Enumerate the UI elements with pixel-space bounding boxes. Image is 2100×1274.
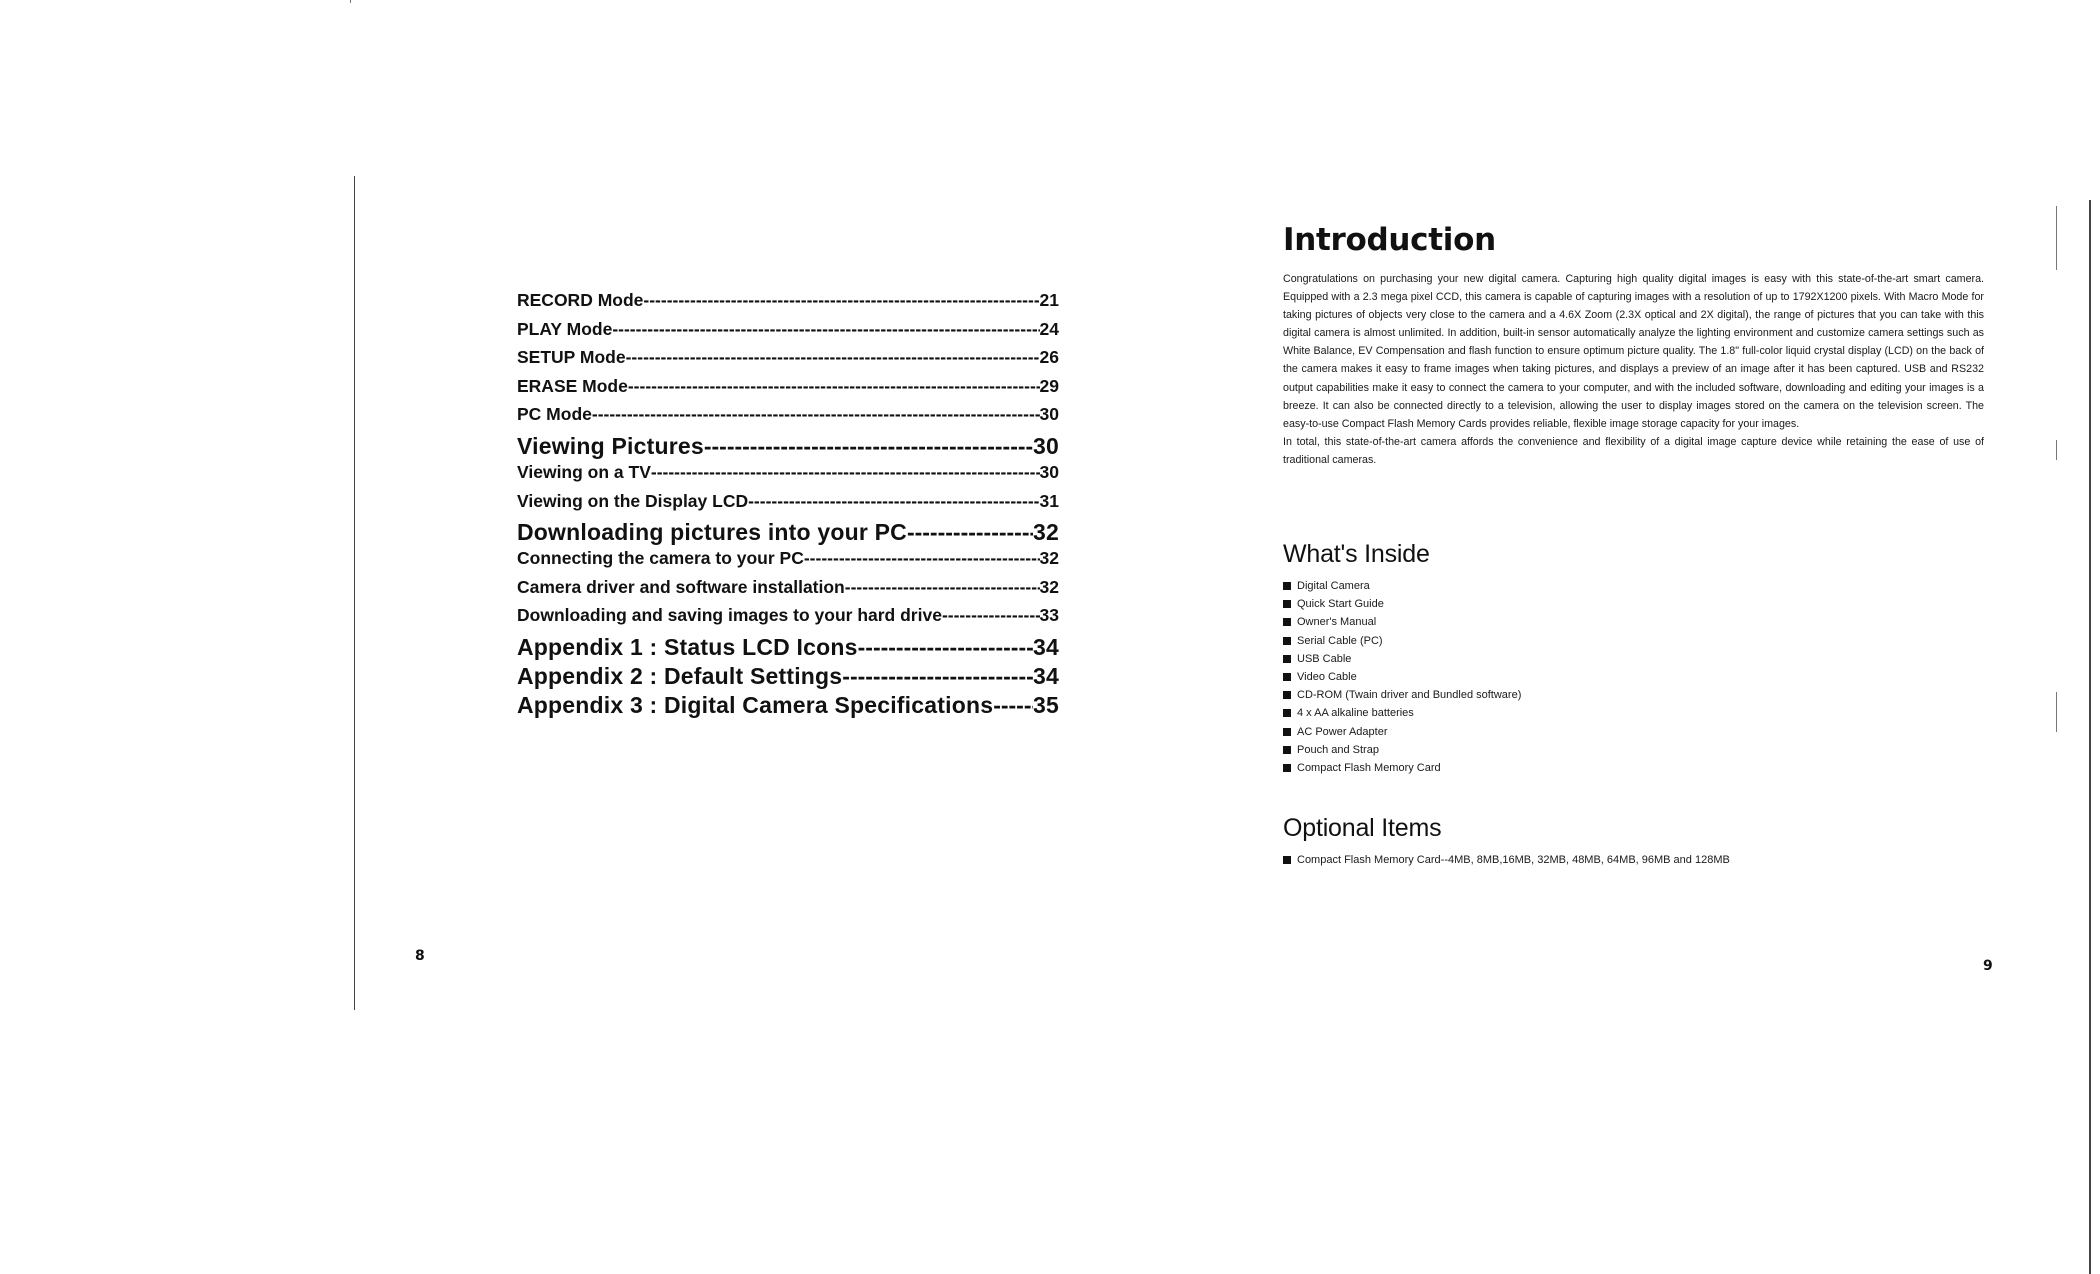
toc-entry-label: PLAY Mode bbox=[517, 318, 613, 339]
toc-entry-page: 32 bbox=[1039, 548, 1059, 569]
list-item: USB Cable bbox=[1283, 650, 1521, 668]
toc-entry bbox=[517, 347, 1059, 376]
toc-entry-page: 33 bbox=[1039, 605, 1059, 626]
left-margin-rule bbox=[354, 176, 355, 1010]
toc-entry bbox=[517, 692, 1059, 721]
toc-leader-dots bbox=[643, 290, 1039, 311]
toc-entry-page: 34 bbox=[1033, 633, 1059, 660]
list-item: Quick Start Guide bbox=[1283, 595, 1521, 613]
toc-leader-dots bbox=[748, 491, 1039, 512]
list-item: 4 x AA alkaline batteries bbox=[1283, 704, 1521, 722]
toc-leader-dots bbox=[628, 376, 1040, 397]
toc-leader-dots bbox=[651, 462, 1040, 483]
page-number-left: 8 bbox=[415, 948, 425, 964]
list-item: Compact Flash Memory Card bbox=[1283, 759, 1521, 777]
list-item: AC Power Adapter bbox=[1283, 723, 1521, 741]
whats-inside-list bbox=[1283, 577, 1521, 777]
toc-entry-label: Camera driver and software installation bbox=[517, 576, 845, 597]
toc-leader-dots bbox=[907, 519, 1033, 546]
toc-entry-label: Connecting the camera to your PC bbox=[517, 548, 804, 569]
toc-entry bbox=[517, 491, 1059, 520]
list-item: Digital Camera bbox=[1283, 577, 1521, 595]
toc-entry-label: ERASE Mode bbox=[517, 375, 628, 396]
toc-entry-page: 30 bbox=[1039, 461, 1059, 482]
toc-entry-label: Viewing on the Display LCD bbox=[517, 490, 749, 511]
introduction-heading: Introduction bbox=[1283, 222, 1496, 258]
toc-leader-dots bbox=[804, 548, 1040, 569]
toc-entry-page: 30 bbox=[1033, 432, 1059, 459]
toc-entry-page: 34 bbox=[1033, 662, 1059, 689]
right-margin-tick bbox=[2056, 206, 2057, 270]
introduction-body bbox=[1283, 270, 1984, 469]
toc-entry-page: 29 bbox=[1039, 375, 1059, 396]
toc-entry-label: Downloading pictures into your PC bbox=[517, 519, 907, 546]
table-of-contents bbox=[517, 290, 1059, 721]
list-item: Pouch and Strap bbox=[1283, 741, 1521, 759]
toc-leader-dots bbox=[704, 433, 1033, 460]
intro-paragraph: Congratulations on purchasing your new digital camera. Capturing high quality digital images is easy with this state-of-the-art smart camera. Equipped with a 2.3 mega pixel CCD, this camera is capable of capturing images with a resolution of up to 1792X1200 pixels. With Macro Mode for taking pictures of objects very close to the camera and a 4.6X Zoom (2.3X optical and 2X digital), the range of pictures that you can take with this digital camera is almost unlimited. In addition, built-in sensor automatically analyze the lighting environment and customize camera settings such as White Balance, EV Compensation and flash function to ensure optimum picture quality. The 1.8" full-color liquid crystal display (LCD) on the back of the camera makes it easy to frame images when taking pictures, and displays a preview of an image after it has been captured. USB and RS232 output capabilities make it easy to connect the camera to your computer, and with the included software, downloading and editing your images is a breeze. It can also be connected directly to a television, allowing the user to display images stored on the camera on the television screen. The easy-to-use Compact Flash Memory Cards provides reliable, flexible image storage capacity for your images. bbox=[1283, 273, 1984, 430]
toc-entry bbox=[517, 605, 1059, 634]
toc-entry-label: Downloading and saving images to your hard drive bbox=[517, 605, 942, 626]
toc-leader-dots bbox=[858, 634, 1033, 661]
toc-entry-label: Viewing on a TV bbox=[517, 461, 651, 482]
toc-entry-page: 30 bbox=[1039, 404, 1059, 425]
toc-entry-label: RECORD Mode bbox=[517, 290, 644, 310]
toc-entry bbox=[517, 634, 1059, 663]
toc-entry bbox=[517, 433, 1059, 462]
toc-entry-label: Appendix 3 : Digital Camera Specifications bbox=[517, 691, 994, 718]
toc-entry bbox=[517, 404, 1059, 433]
top-edge-tick bbox=[350, 0, 351, 3]
toc-entry-label: PC Mode bbox=[517, 404, 592, 425]
toc-entry-page: 31 bbox=[1039, 490, 1059, 511]
toc-leader-dots bbox=[592, 404, 1040, 425]
list-item: Serial Cable (PC) bbox=[1283, 632, 1521, 650]
right-margin-tick bbox=[2056, 440, 2057, 460]
toc-entry-page: 26 bbox=[1039, 347, 1059, 368]
toc-entry bbox=[517, 519, 1059, 548]
list-item: Compact Flash Memory Card--4MB, 8MB,16MB, 32MB, 48MB, 64MB, 96MB and 128MB bbox=[1283, 851, 1730, 869]
toc-entry-page: 35 bbox=[1033, 691, 1059, 718]
toc-entry-page: 32 bbox=[1039, 576, 1059, 597]
right-edge-rule bbox=[2089, 200, 2091, 1274]
right-margin-tick bbox=[2056, 692, 2057, 732]
list-item: CD-ROM (Twain driver and Bundled software) bbox=[1283, 686, 1521, 704]
toc-leader-dots bbox=[942, 605, 1040, 626]
toc-entry bbox=[517, 462, 1059, 491]
toc-entry bbox=[517, 548, 1059, 577]
toc-entry-page: 21 bbox=[1039, 290, 1059, 310]
toc-entry bbox=[517, 319, 1059, 348]
toc-leader-dots bbox=[626, 347, 1040, 368]
optional-items-list bbox=[1283, 851, 1730, 869]
list-item: Owner's Manual bbox=[1283, 613, 1521, 631]
toc-entry-label: Viewing Pictures bbox=[517, 432, 704, 459]
list-item: Video Cable bbox=[1283, 668, 1521, 686]
toc-entry-page: 32 bbox=[1033, 519, 1059, 546]
toc-entry bbox=[517, 577, 1059, 606]
toc-entry bbox=[517, 376, 1059, 405]
toc-entry bbox=[517, 663, 1059, 692]
toc-entry-label: Appendix 1 : Status LCD Icons bbox=[517, 633, 858, 660]
whats-inside-heading: What's Inside bbox=[1283, 540, 1430, 568]
page-number-right: 9 bbox=[1983, 958, 1993, 974]
intro-paragraph: In total, this state-of-the-art camera affords the convenience and flexibility of a digital image capture device while retaining the ease of use of traditional cameras. bbox=[1283, 435, 1984, 466]
toc-entry-label: SETUP Mode bbox=[517, 347, 626, 368]
toc-leader-dots bbox=[612, 319, 1039, 340]
optional-items-heading: Optional Items bbox=[1283, 814, 1442, 842]
toc-entry bbox=[517, 290, 1059, 319]
toc-leader-dots bbox=[993, 692, 1033, 719]
toc-entry-label: Appendix 2 : Default Settings bbox=[517, 662, 843, 689]
toc-leader-dots bbox=[842, 663, 1033, 690]
toc-entry-page: 24 bbox=[1039, 318, 1059, 339]
toc-leader-dots bbox=[845, 577, 1040, 598]
